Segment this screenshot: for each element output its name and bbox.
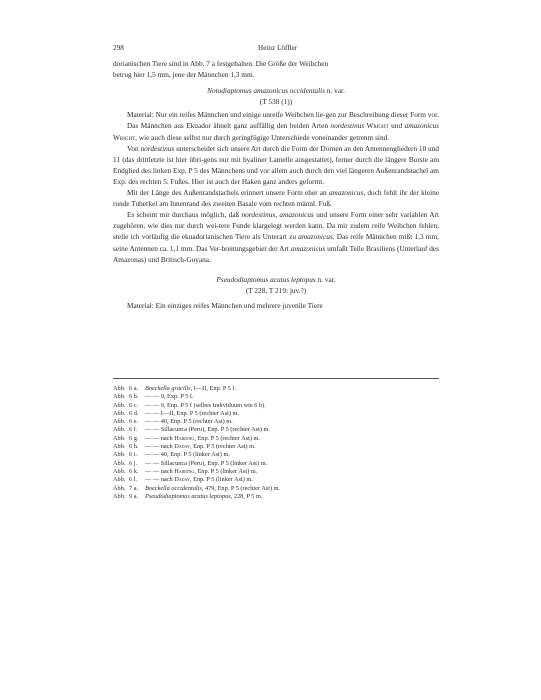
caption-suffix: Sillacunca (Peru), Enp. P 5 (linker Ast) m. — [160, 459, 268, 467]
caption-prefix: — — — [145, 426, 161, 434]
caption-suffix: , 228, P 5 m. — [230, 492, 263, 500]
section-title-2-taxon: Pseudodiaptomus acutus leptopus — [216, 274, 316, 284]
caption-prefix: — — — [145, 459, 161, 467]
caption-figure-number: 6 f. — [129, 426, 138, 434]
caption-abb-label: Abb. — [113, 451, 126, 459]
figure-caption-row — [113, 476, 439, 484]
caption-text — [145, 476, 439, 484]
caption-figure-number: 6 g. — [129, 434, 139, 442]
caption-author: Harding — [174, 467, 195, 475]
caption-text — [145, 435, 439, 443]
taxon-name: amazonicus — [279, 210, 314, 220]
caption-suffix: I—II, Enp. P 5 (rechter Ast) m. — [160, 409, 240, 417]
caption-suffix: , Enp. P 5 (linker Ast) m. — [194, 467, 258, 475]
caption-taxon: Boeckella occidentalis — [145, 484, 202, 492]
text-run: . Das reife Männchen mißt 1,3 mm, seine Antennen ca. 1,1 mm. Das Ver-breitungsgebiet der Art — [113, 232, 439, 253]
caption-figure-number: 9 a. — [129, 492, 139, 500]
paragraph-material-1: Material: Nur ein reifes Männchen und einige unreife Weibchen lie-gen zur Beschreibung dieser Form vor. — [127, 110, 439, 120]
taxon-name: amazonicus — [298, 232, 333, 242]
taxon-name: nordestinus — [241, 210, 276, 220]
caption-text — [145, 468, 439, 476]
caption-figure-number: 7 a. — [129, 484, 139, 492]
taxon-name: nordestinus — [330, 121, 365, 131]
paragraph-spine-length — [113, 187, 439, 209]
running-head-author: Heinz Löffler — [258, 44, 298, 52]
caption-suffix: , I—II, Enp. P 5 f. — [190, 385, 237, 392]
caption-taxon: Pseudodiaptomus acutus leptopus — [145, 492, 231, 500]
caption-prefix: — — nach — [145, 476, 175, 484]
caption-figure-number: 6 b. — [129, 393, 139, 401]
paragraph-differences — [113, 143, 439, 187]
figure-caption-row — [113, 418, 439, 426]
section-title-1-suffix: n. var. — [325, 86, 345, 96]
caption-text — [145, 402, 439, 410]
caption-figure-number: 6 d. — [129, 409, 139, 417]
text-run: , — [275, 210, 280, 220]
text-run: umfaßt Teile Brasiliens (Unterlauf des Amazonas) und Britisch-Guyana. — [113, 243, 440, 264]
caption-text — [145, 426, 439, 434]
figure-caption-row — [113, 426, 439, 434]
caption-prefix: — — — [145, 393, 161, 401]
caption-abb-label: Abb. — [113, 467, 126, 475]
text-run: , wie auch diese selbst nur durch geringfügige Unterschiede voneinander getrennt sind. — [135, 132, 390, 142]
caption-figure-number: 6 j. — [129, 459, 138, 467]
figure-caption-row — [113, 468, 439, 476]
caption-figure-number: 6 l. — [129, 476, 138, 484]
caption-abb-label: Abb. — [113, 409, 126, 417]
figure-caption-row — [113, 410, 439, 418]
caption-suffix: 9, Exp. P 5 f. — [160, 393, 194, 401]
caption-abb-label: Abb. — [113, 385, 126, 392]
figure-captions — [113, 378, 439, 501]
caption-abb-label: Abb. — [113, 492, 126, 500]
caption-prefix: — — — [145, 409, 161, 417]
paragraph-conclusion — [113, 209, 439, 264]
caption-text — [145, 493, 439, 501]
text-run: Es scheint mir durchaus möglich, daß — [127, 210, 242, 220]
caption-abb-label: Abb. — [113, 484, 126, 492]
text-run: Von — [127, 143, 141, 153]
text-run: und — [388, 121, 405, 131]
section-code-2: (T 228, T 219: juv.?) — [245, 285, 307, 295]
caption-suffix: , Enp. P 5 (linker Ast) m. — [189, 476, 253, 484]
caption-text — [145, 460, 439, 468]
body-text — [113, 58, 439, 311]
section-title-2 — [113, 274, 439, 285]
caption-figure-number: 6 a. — [129, 385, 139, 392]
page-number: 298 — [113, 44, 124, 52]
figure-caption-row — [113, 393, 439, 401]
figure-caption-row — [113, 443, 439, 451]
caption-suffix: Sillacunca (Peru), Enp. P 5 (rechter Ast) m. — [160, 426, 270, 434]
taxon-name: nordestinus — [140, 143, 175, 153]
caption-figure-number: 6 i. — [129, 451, 138, 459]
caption-suffix: , Enp. P 5 (rechter Ast) m. — [194, 434, 261, 442]
taxon-name: amazonicus — [290, 243, 326, 253]
intro-line-2: betrug hier 1,5 mm, jene der Männchen 1,3 mm. — [113, 70, 255, 80]
figure-caption-row — [113, 402, 439, 410]
caption-abb-label: Abb. — [113, 401, 126, 409]
caption-suffix: 9, Enp. P 5 f (selbes Individuum wie 6 b). — [160, 401, 266, 409]
taxon-name: amazonicus — [328, 188, 364, 198]
text-run: und unsere Form einer sehr variablen Art zugehören, wie dies nur durch wei-tere Funde klargelegt werden kann. Da mir zudem reife Weibchen fehlen, stelle ich vorläufig die ekuadorianischen Tiere als Unterart zu — [113, 210, 439, 242]
caption-author: Daday — [174, 476, 190, 484]
caption-text — [145, 418, 439, 426]
caption-abb-label: Abb. — [113, 443, 126, 451]
caption-suffix: 40, Enp. P 5 (linker Ast) m. — [160, 451, 230, 459]
caption-prefix: — — — [145, 451, 161, 459]
caption-text — [145, 385, 439, 393]
caption-abb-label: Abb. — [113, 393, 126, 401]
caption-abb-label: Abb. — [113, 418, 126, 426]
caption-taxon: Boeckella gracilis — [145, 385, 191, 392]
caption-figure-number: 6 c. — [129, 401, 139, 409]
section-title-1 — [113, 85, 439, 96]
text-run: , doch fehlt ihr der kleine runde Tuberkel am Innenrand des zweiten Basale vom rechten männl. Fuß. — [113, 188, 439, 209]
caption-abb-label: Abb. — [113, 459, 126, 467]
caption-prefix: — — — [145, 418, 161, 426]
caption-prefix: — — — [145, 401, 161, 409]
running-header — [113, 44, 439, 56]
caption-prefix: — — nach — [145, 443, 175, 451]
figure-caption-row — [113, 435, 439, 443]
caption-text — [145, 393, 439, 401]
text-run: Das Männchen aus Ekuador ähnelt ganz auffällig den beiden Arten — [127, 121, 331, 131]
caption-abb-label: Abb. — [113, 476, 126, 484]
caption-figure-number: 6 k. — [129, 467, 139, 475]
caption-text — [145, 443, 439, 451]
caption-text — [145, 410, 439, 418]
author-name: Wright — [113, 132, 136, 142]
caption-suffix: 40, Enp. P 5 (rechter Ast) m. — [160, 418, 233, 426]
caption-text — [145, 485, 439, 493]
caption-abb-label: Abb. — [113, 434, 126, 442]
text-run: Mit der Länge des Außenrandstachels erinnert unsere Form eher an — [127, 188, 329, 198]
caption-figure-number: 6 e. — [129, 418, 139, 426]
caption-suffix: , Enp. P 5 (rechter Ast) m. — [189, 443, 256, 451]
caption-author: Harding — [174, 434, 195, 442]
caption-prefix: — — nach — [145, 434, 175, 442]
author-name: Wright — [364, 121, 389, 131]
figure-caption-row — [113, 451, 439, 459]
caption-abb-label: Abb. — [113, 426, 126, 434]
section-code-1: (T 538 (1)) — [259, 97, 293, 107]
caption-text — [145, 451, 439, 459]
caption-author: Daday — [174, 443, 190, 451]
caption-prefix: — — nach — [145, 467, 175, 475]
paragraph-comparison — [113, 120, 439, 142]
caption-figure-number: 6 h. — [129, 443, 139, 451]
section-title-1-taxon: Notodiaptomus amazonicus occidentalis — [207, 86, 326, 96]
caption-suffix: , 479, Enp. P 5 (rechter Ast) m. — [201, 484, 281, 492]
figure-caption-row — [113, 485, 439, 493]
intro-line-1: dorianischen Tiere sind in Abb. 7 a festgehalten. Die Größe der Weibchen — [113, 59, 329, 68]
paragraph-material-2: Material: Ein einziges reifes Männchen und mehrere juvenile Tiere — [127, 300, 323, 310]
figure-caption-row — [113, 385, 439, 393]
text-run: unterscheidet sich unsere Art durch die Form der Dornen an den Antennengliedern 10 und 11 (das drittletzte ist hier übri-gens nur mit hyaliner Lamelle ausgestattet), ferner durch die längere Borste am Endglied des linken Exp. P 5 des Männchens und vor allem auch durch den viel längeren Außenrandstachel am Exp. des rechten 5. Fußes. Hier ist auch der Haken ganz anders geformt. — [113, 143, 440, 186]
section-title-2-suffix: n. var. — [315, 274, 336, 284]
figure-caption-row — [113, 460, 439, 468]
taxon-name: amazonicus — [404, 121, 440, 131]
figure-caption-row — [113, 493, 439, 501]
